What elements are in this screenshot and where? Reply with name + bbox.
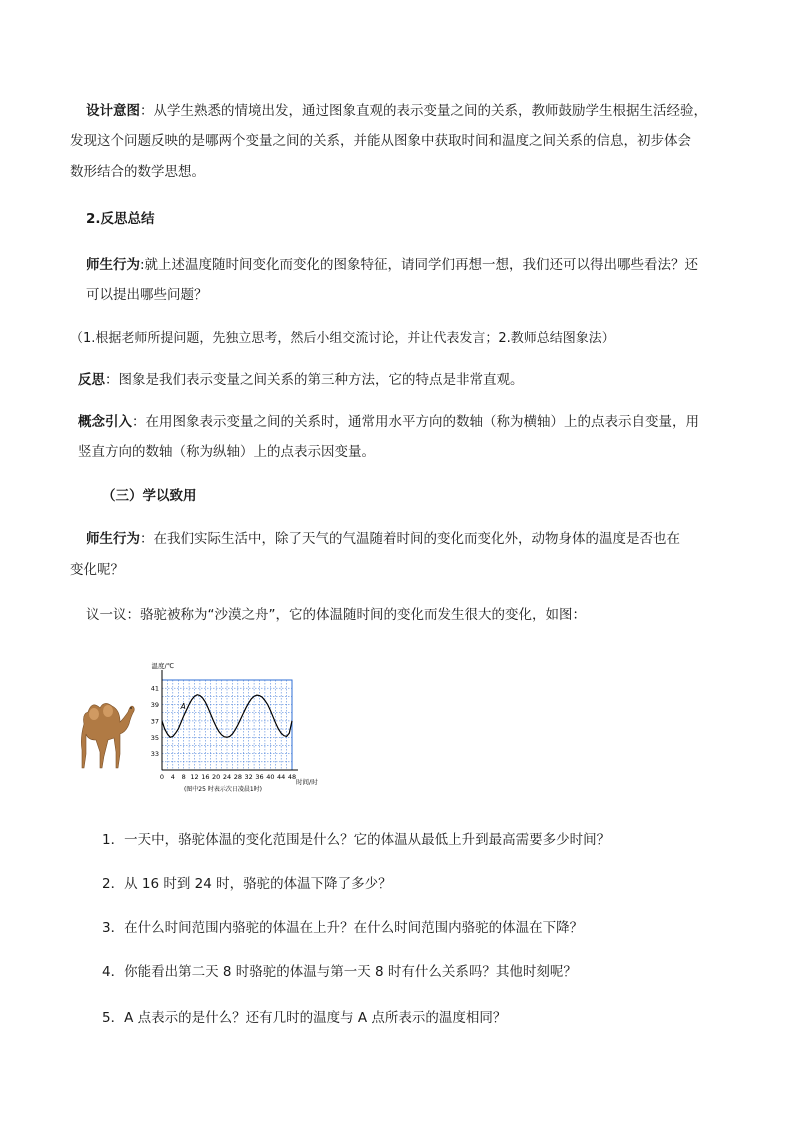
teacher-action-line-2: 可以提出哪些问题？ — [86, 287, 208, 303]
chart-y-tick-label: 39 — [150, 701, 159, 710]
question-1: 1．一天中，骆驼体温的变化范围是什么？它的体温从最低上升到最高需要多少时间？ — [102, 832, 611, 848]
concept-line-2: 竖直方向的数轴（称为纵轴）上的点表示因变量。 — [78, 444, 375, 460]
chart-x-tick-label: 28 — [233, 773, 242, 781]
reflection-text: ：图象是我们表示变量之间关系的第三种方法，它的特点是非常直观。 — [105, 372, 524, 388]
chart-y-tick-label: 41 — [150, 684, 159, 693]
chart-x-tick-label: 40 — [266, 773, 275, 781]
chart-y-label: 温度/℃ — [151, 662, 174, 670]
section-apply-title: （三）学以致用 — [102, 488, 197, 504]
discuss-line: 议一议：骆驼被称为“沙漠之舟”，它的体温随时间的变化而发生很大的变化，如图： — [86, 607, 586, 623]
chart-y-tick-label: 37 — [150, 717, 159, 726]
chart-x-tick-label: 0 — [159, 773, 165, 781]
design-intent-text-1: ：从学生熟悉的情境出发，通过图象直观的表示变量之间的关系，教师鼓励学生根据生活经验， — [140, 103, 707, 119]
chart-x-tick-label: 48 — [287, 773, 297, 781]
chart-x-tick-label: 8 — [181, 773, 186, 781]
design-intent-line-2: 发现这个问题反映的是哪两个变量之间的关系，并能从图象中获取时间和温度之间关系的信息，初步体会 — [70, 133, 691, 149]
chart-x-tick-label: 12 — [190, 773, 199, 781]
camel-temperature-chart — [126, 654, 336, 804]
question-2: 2．从 16 时到 24 时，骆驼的体温下降了多少？ — [102, 876, 392, 892]
design-intent-line-3: 数形结合的数学思想。 — [70, 164, 205, 180]
chart-y-tick-label: 35 — [150, 733, 159, 742]
teacher-action-label: 师生行为 — [86, 257, 140, 273]
question-5: 5．A 点表示的是什么？还有几时的温度与 A 点所表示的温度相同？ — [102, 1010, 507, 1026]
chart-x-tick-label: 32 — [244, 773, 253, 781]
chart-caption: (图中25 时表示次日凌晨1时) — [183, 786, 263, 793]
chart-x-tick-label: 36 — [255, 773, 264, 781]
section-reflect-title: 2.反思总结 — [86, 211, 155, 227]
design-intent-label: 设计意图 — [86, 103, 140, 119]
teacher-action2-text-1: ：在我们实际生活中，除了天气的气温随着时间的变化而变化外，动物身体的温度是否也在 — [140, 531, 680, 547]
chart-x-tick-label: 16 — [201, 773, 210, 781]
teacher-action2-line-1 — [86, 529, 680, 549]
chart-x-label: 时间/时 — [296, 778, 318, 786]
concept-line-1 — [78, 412, 699, 432]
concept-text-1: ：在用图象表示变量之间的关系时，通常用水平方向的数轴（称为横轴）上的点表示自变量，用 — [132, 414, 699, 430]
question-4: 4．你能看出第二天 8 时骆驼的体温与第一天 8 时有什么关系吗？其他时刻呢？ — [102, 964, 577, 980]
chart-point-a-label: A — [180, 702, 186, 712]
design-intent-line-1 — [86, 101, 707, 121]
chart-x-tick-label: 24 — [222, 773, 232, 781]
teacher-action2-label: 师生行为 — [86, 531, 140, 547]
teacher-action-line-1 — [86, 255, 698, 275]
teacher-action2-line-2: 变化呢？ — [70, 562, 124, 578]
question-3: 3．在什么时间范围内骆驼的体温在上升？在什么时间范围内骆驼的体温在下降？ — [102, 920, 584, 936]
chart-x-tick-label: 4 — [170, 773, 175, 781]
chart-y-tick-label: 33 — [150, 750, 159, 759]
chart-x-tick-label: 44 — [277, 773, 286, 781]
reflection-label: 反思 — [78, 372, 105, 388]
note-paren: （1.根据老师所提问题，先独立思考，然后小组交流讨论，并让代表发言；2.教师总结图象法） — [70, 331, 615, 346]
concept-label: 概念引入 — [78, 414, 132, 430]
chart-x-tick-label: 20 — [212, 773, 221, 781]
reflection-line — [78, 370, 524, 390]
teacher-action-text-1: :就上述温度随时间变化而变化的图象特征，请同学们再想一想，我们还可以得出哪些看法？还 — [140, 257, 699, 273]
